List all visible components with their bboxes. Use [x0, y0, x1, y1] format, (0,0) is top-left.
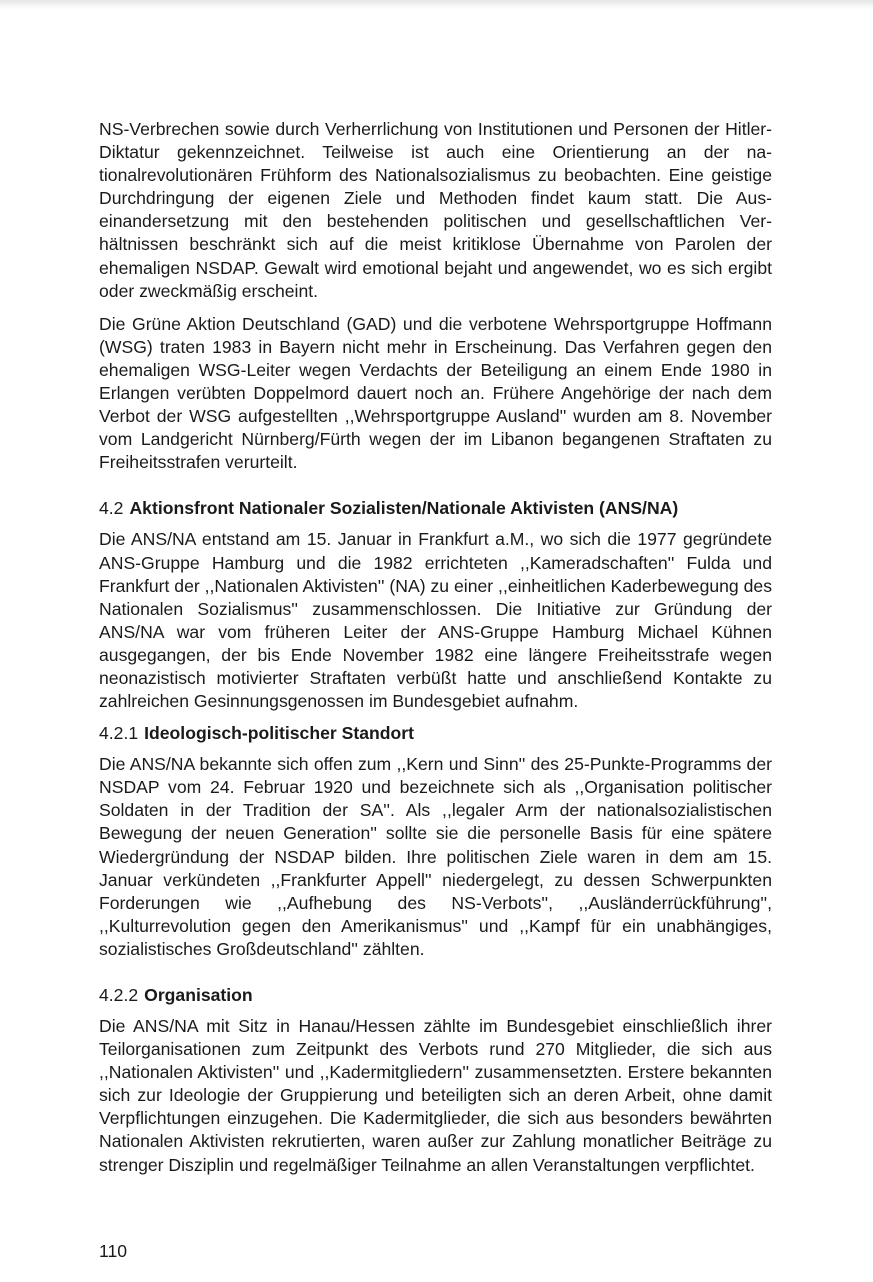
section-heading-4-2-2 [99, 983, 772, 1007]
page-number: 110 [99, 1241, 128, 1261]
paragraph-organisation: Die ANS/NA mit Sitz in Hanau/Hessen zählte im Bundesgebiet einschließlich ihrer Teilorganisationen zum Zeitpunkt des Verbots rund 270 Mitglieder, die sich aus ,,Nationalen Aktivisten'' und ,,Kadermitgliedern'' zusammensetzten. Erstere bekannten sich zur Ideologie der Gruppierung und beteiligten sich an deren Arbeit, ohne damit Verpflichtungen einzugehen. Die Kadermitglieder, die sich aus besonders bewährten Nationalen Aktivisten rekrutierten, waren außer zur Zahlung monatlicher Beiträge zu strenger Disziplin und regelmäßiger Teilnahme an allen Veranstaltungen verpflichtet. [99, 1016, 772, 1175]
paragraph-ideologie: Die ANS/NA bekannte sich offen zum ,,Kern und Sinn'' des 25-Punkte-Programms der NSDAP vom 24. Februar 1920 und bezeichnete sich als ,,Organisation politischer Soldaten in der Tradition der SA''. Als ,,legaler Arm der nationalsozialistischen Bewegung der neuen Generation'' sollte sie die personelle Basis für eine spätere Wiedergründung der NSDAP bilden. Ihre politischen Ziele waren in dem am 15. Januar verkündeten ,,Frankfurter Appell'' niedergelegt, zu dessen Schwerpunkten Forderungen wie ,,Aufhebung des NS-Verbots'', ,,Ausländerrückführung'', ,,Kulturrevolution gegen den Amerikanismus'' und ,,Kampf für ein unabhängiges, sozialistisches Großdeutschland'' zählten. [99, 754, 772, 959]
section-number: 4.2.1 [99, 723, 139, 744]
page-body [99, 118, 772, 1177]
paragraph-ns-verbrechen: NS-Verbrechen sowie durch Verherrlichung von Institutionen und Personen der Hitler-Diktatur gekennzeichnet. Teilweise ist auch eine Orientierung an der nationalrevolutionären Frühform des Nationalsozialismus zu beobachten. Eine geistige Durchdringung der eigenen Ziele und Methoden findet kaum statt. Die Auseinandersetzung mit den bestehenden politischen und gesellschaftlichen Verhältnissen beschränkt sich auf die meist kritiklose Übernahme von Parolen der ehemaligen NSDAP. Gewalt wird emotional bejaht und angewendet, wo es sich ergibt oder zweckmäßig erscheint. [99, 119, 772, 301]
section-number: 4.2.2 [99, 985, 139, 1005]
section-heading-4-2 [99, 496, 772, 520]
section-title: Ideologisch-politischer Standort [144, 723, 414, 744]
section-title: Aktionsfront Nationaler Sozialisten/Nationale Aktivisten (ANS/NA) [129, 498, 679, 519]
section-number: 4.2 [99, 498, 124, 519]
section-heading-4-2-1 [99, 721, 772, 745]
paragraph-gad-wsg: Die Grüne Aktion Deutschland (GAD) und die verbotene Wehrsportgruppe Hoffmann (WSG) traten 1983 in Bayern nicht mehr in Erscheinung. Das Verfahren gegen den ehemaligen WSG-Leiter wegen Verdachts der Beteiligung an einem Ende 1980 in Erlangen verübten Doppelmord dauert noch an. Frühere Angehörige der nach dem Verbot der WSG aufgestellten ,,Wehrsportgruppe Ausland'' wurden am 8. November vom Landgericht Nürnberg/Fürth wegen der im Libanon begangenen Straftaten zu Freiheitsstrafen verurteilt. [99, 313, 772, 473]
section-title: Organisation [144, 985, 253, 1005]
paragraph-ans-na-entstehung: Die ANS/NA entstand am 15. Januar in Frankfurt a.M., wo sich die 1977 gegründete ANS-Gruppe Hamburg und die 1982 errichteten ,,Kameradschaften'' Fulda und Frankfurt der ,,Nationalen Aktivisten'' (NA) zu einer ,,einheitlichen Kaderbewegung des Nationalen Sozialismus'' zusammenschlossen. Die Initiative zur Gründung der ANS/NA war vom früheren Leiter der ANS-Gruppe Hamburg Michael Kühnen ausgegangen, der bis Ende November 1982 eine längere Freiheitsstrafe wegen neonazistisch motivierter Straftaten verbüßt hatte und anschließend Kontakte zu zahlreichen Gesinnungsgenossen im Bundesgebiet aufnahm. [99, 529, 772, 712]
scan-edge-shadow [0, 0, 873, 10]
